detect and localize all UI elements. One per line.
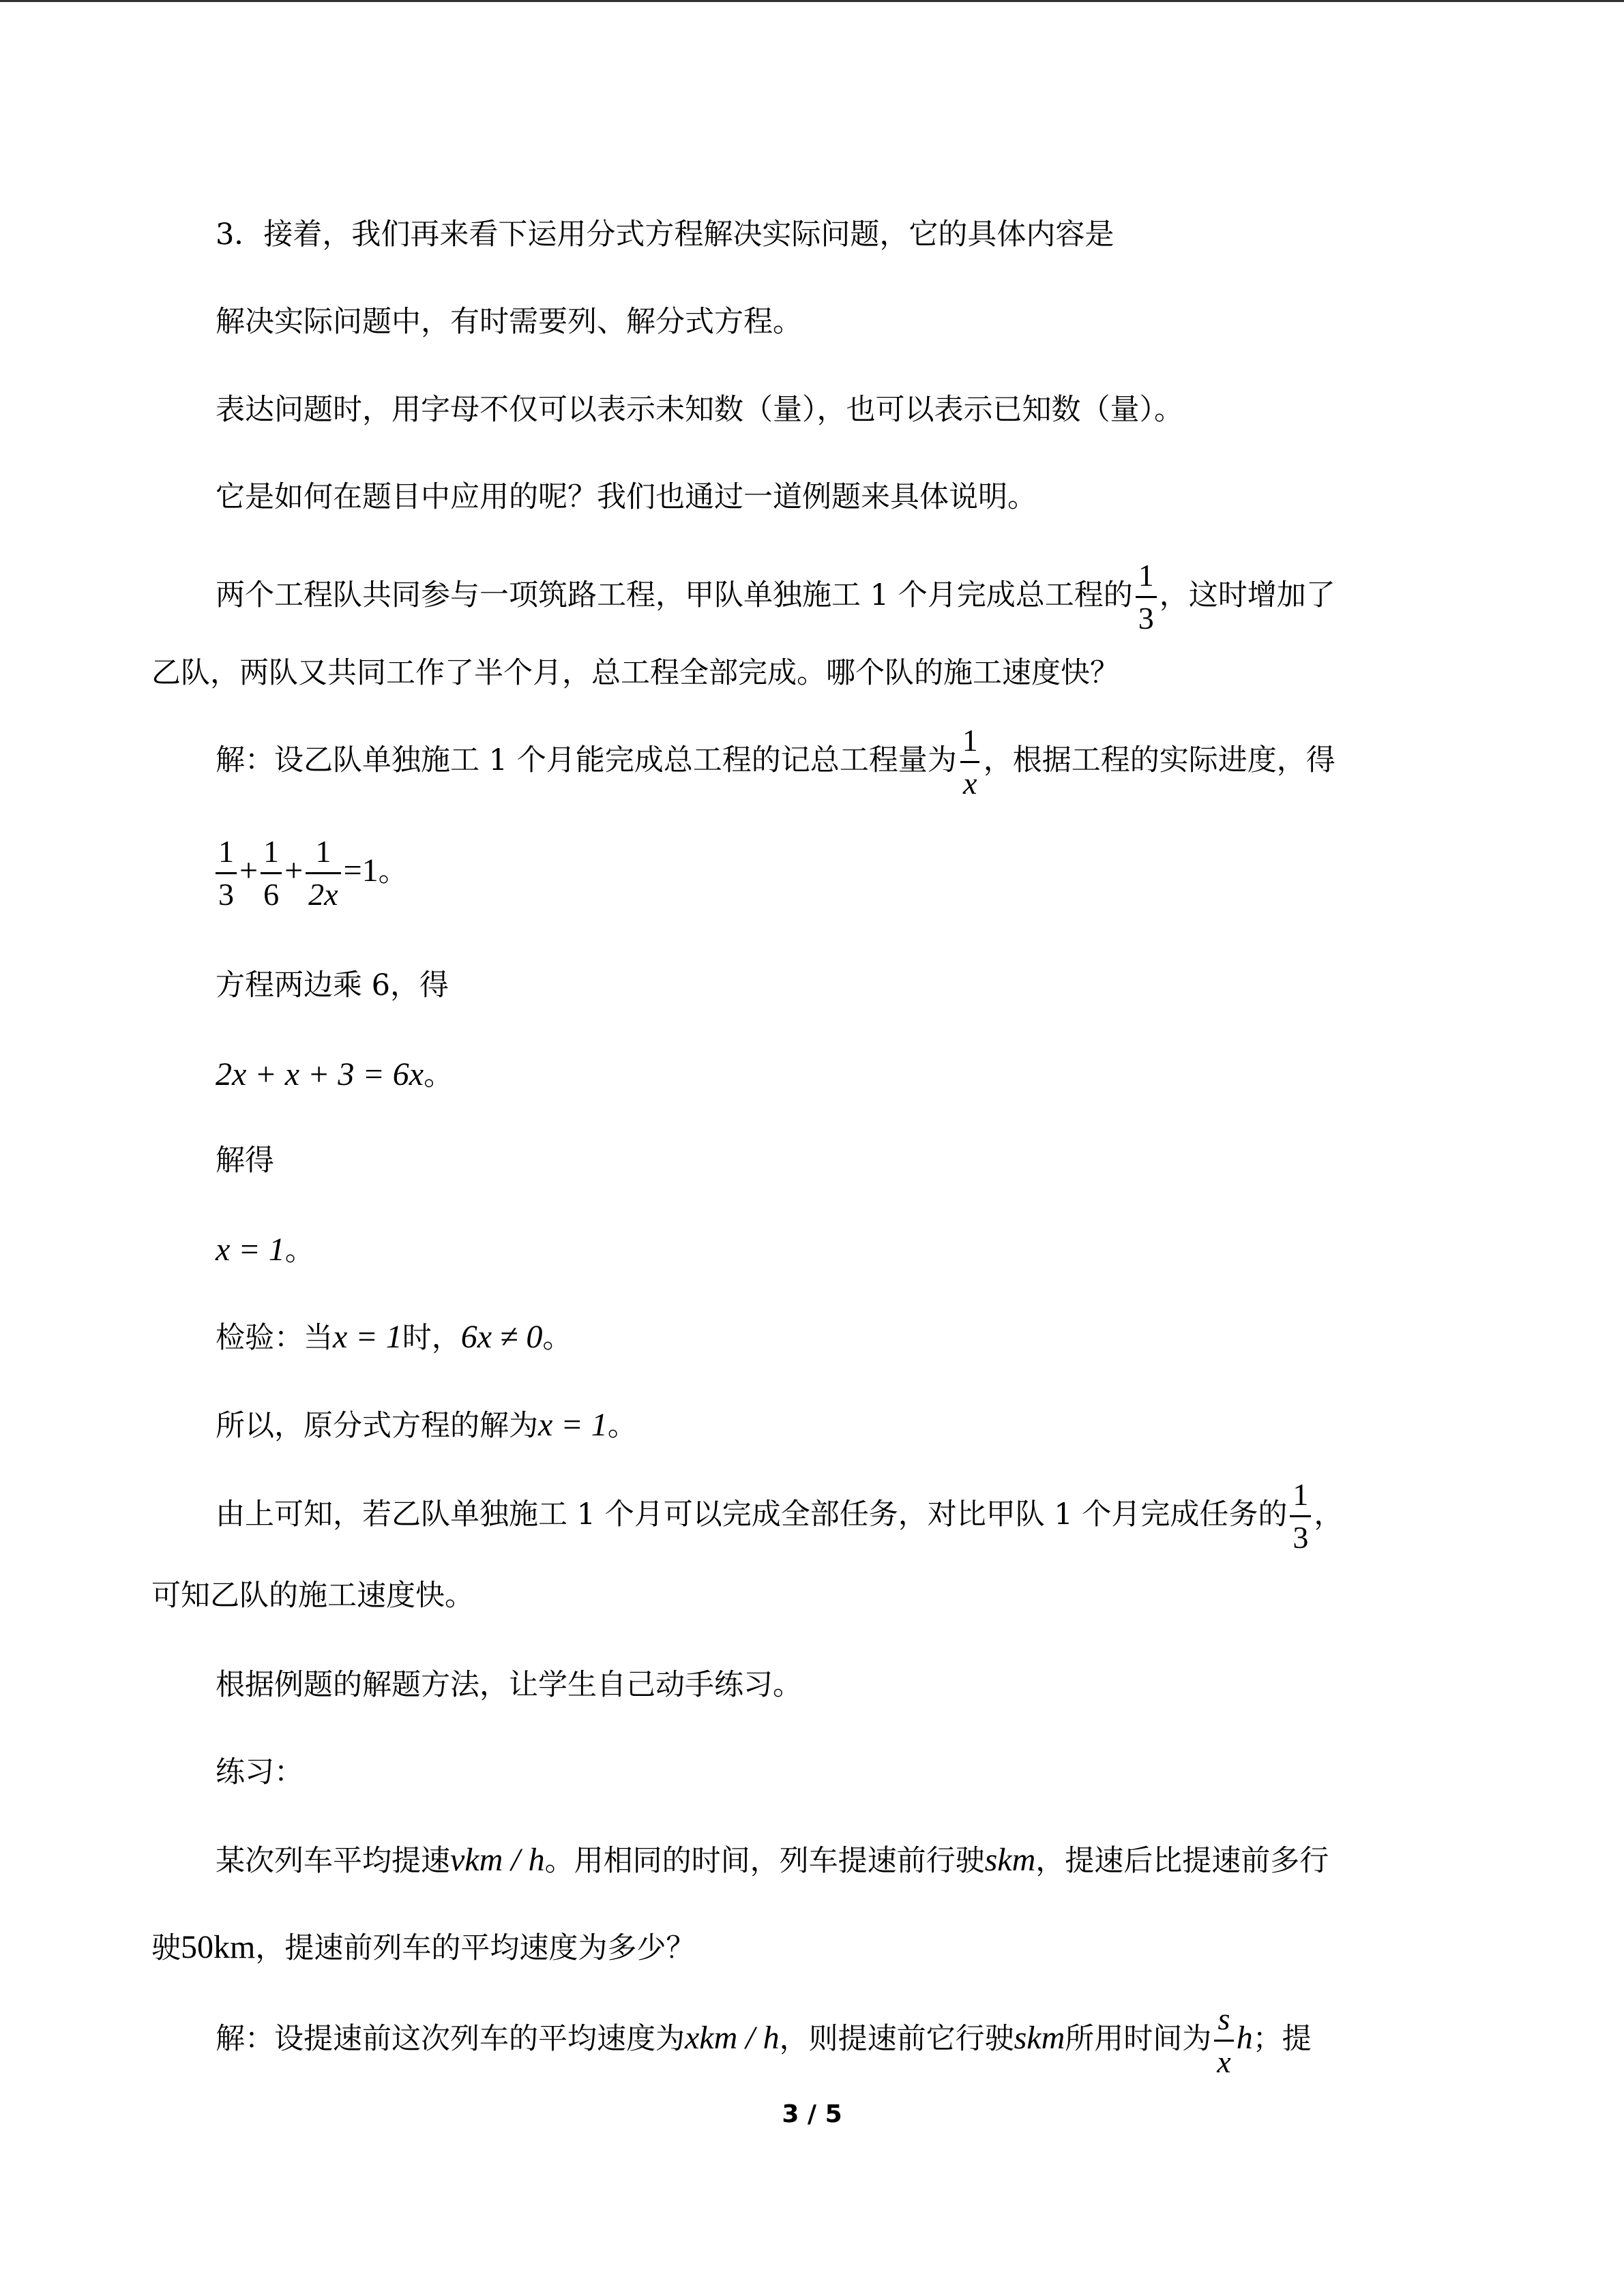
fraction-numerator: 1 [962,723,978,758]
text: ，提速前列车的平均速度为多少？ [255,1931,696,1965]
text: 。用相同的时间，列车提速前行驶 [544,1844,985,1878]
fraction-denominator: 3 [1136,596,1157,635]
text: 时， [402,1321,461,1355]
fraction-denominator: 2x [306,872,340,911]
paragraph-conclusion [216,1409,637,1442]
fraction-denominator: x [960,761,979,800]
paragraph-intro: 3．接着，我们再来看下运用分式方程解决实际问题，它的具体内容是 [216,218,1114,252]
fraction [1136,559,1157,636]
paragraph-solve-problems: 解决实际问题中，有时需要列、解分式方程。 [216,305,802,339]
fraction-numerator: 1 [218,834,234,869]
page-number: 3 / 5 [782,2100,842,2128]
paragraph-exercise-solution [216,2003,1312,2079]
math-expression: vkm / h [450,1842,545,1878]
paragraph-exercise-line1 [216,1844,1329,1877]
operator: + [239,852,259,889]
fraction-numerator: 1 [263,834,280,869]
text: 。 [424,1058,454,1092]
math-expression: h [1236,2019,1253,2056]
text: 所以，原分式方程的解为 [216,1409,538,1443]
fraction-denominator: x [1214,2040,1233,2078]
math-expression: skm [984,1842,1036,1878]
paragraph-solution-setup [216,724,1335,801]
equation-2 [216,1058,453,1091]
text: 。 [542,1321,572,1355]
math-expression: 50km [181,1929,256,1965]
paragraph-problem-line1 [216,559,1335,636]
text: ，则提速前它行驶 [779,2021,1014,2056]
paragraph-problem-line2: 乙队，两队又共同工作了半个月，总工程全部完成。哪个队的施工速度快？ [151,656,1119,690]
text: 所用时间为 [1065,2021,1212,2056]
fraction-denominator: 3 [1290,1515,1311,1554]
math-expression: 2x + x + 3 = 6x [216,1056,424,1092]
text: 。 [607,1409,637,1443]
operator: + [284,852,304,889]
math-expression: skm [1014,2019,1065,2056]
text: 某次列车平均提速 [216,1844,450,1878]
text: 解：设提速前这次列车的平均速度为 [216,2021,685,2056]
math-expression: x = 1 [333,1319,402,1355]
math-expression: x = 1 [216,1232,285,1268]
fraction-numerator: s [1217,2001,1230,2036]
paragraph-practice-intro: 根据例题的解题方法，让学生自己动手练习。 [216,1668,802,1702]
fraction [960,724,981,801]
equation-3 [216,1234,314,1266]
text: ；提 [1252,2021,1312,2056]
equation-rhs: =1 [343,852,379,889]
paragraph-example-intro: 它是如何在题目中应用的呢？我们也通过一道例题来具体说明。 [216,480,1037,514]
fraction [1214,2003,1233,2079]
fraction-numerator: 1 [315,834,331,869]
math-expression: xkm / h [685,2019,780,2056]
paragraph-exercise-line2 [151,1931,695,1964]
paragraph-solve: 解得 [216,1144,274,1178]
text: 两个工程队共同参与一项筑路工程，甲队单独施工 1 个月完成总工程的 [216,578,1133,612]
paragraph-practice-label: 练习： [216,1755,304,1789]
paragraph-letters: 表达问题时，用字母不仅可以表示未知数（量），也可以表示已知数（量）。 [216,393,1183,427]
equation-1 [216,835,408,912]
text: ，提速后比提速前多行 [1035,1844,1329,1878]
text: ， [1314,1497,1344,1532]
fraction [1290,1478,1311,1555]
text: 驶 [151,1931,181,1965]
fraction-denominator: 6 [261,872,282,911]
page-top-border [0,0,1624,2]
math-expression: x = 1 [538,1407,608,1443]
fraction-numerator: 1 [1293,1477,1309,1512]
paragraph-multiply: 方程两边乘 6，得 [216,968,449,1002]
paragraph-check [216,1321,572,1354]
fraction-numerator: 1 [1138,558,1154,593]
text: 检验：当 [216,1321,333,1355]
paragraph-comparison-line2: 可知乙队的施工速度快。 [151,1579,474,1613]
text: ，这时增加了 [1159,578,1335,612]
text: 解：设乙队单独施工 1 个月能完成总工程的记总工程量为 [216,743,957,777]
text: 。 [378,854,408,889]
text: ，根据工程的实际进度，得 [983,743,1335,777]
fraction [261,835,282,912]
text: 。 [284,1234,314,1268]
paragraph-comparison-line1 [216,1478,1343,1555]
text: 由上可知，若乙队单独施工 1 个月可以完成全部任务，对比甲队 1 个月完成任务的 [216,1497,1288,1532]
math-expression: 6x ≠ 0 [460,1319,543,1355]
fraction [306,835,340,912]
fraction-denominator: 3 [216,872,237,911]
fraction [216,835,237,912]
